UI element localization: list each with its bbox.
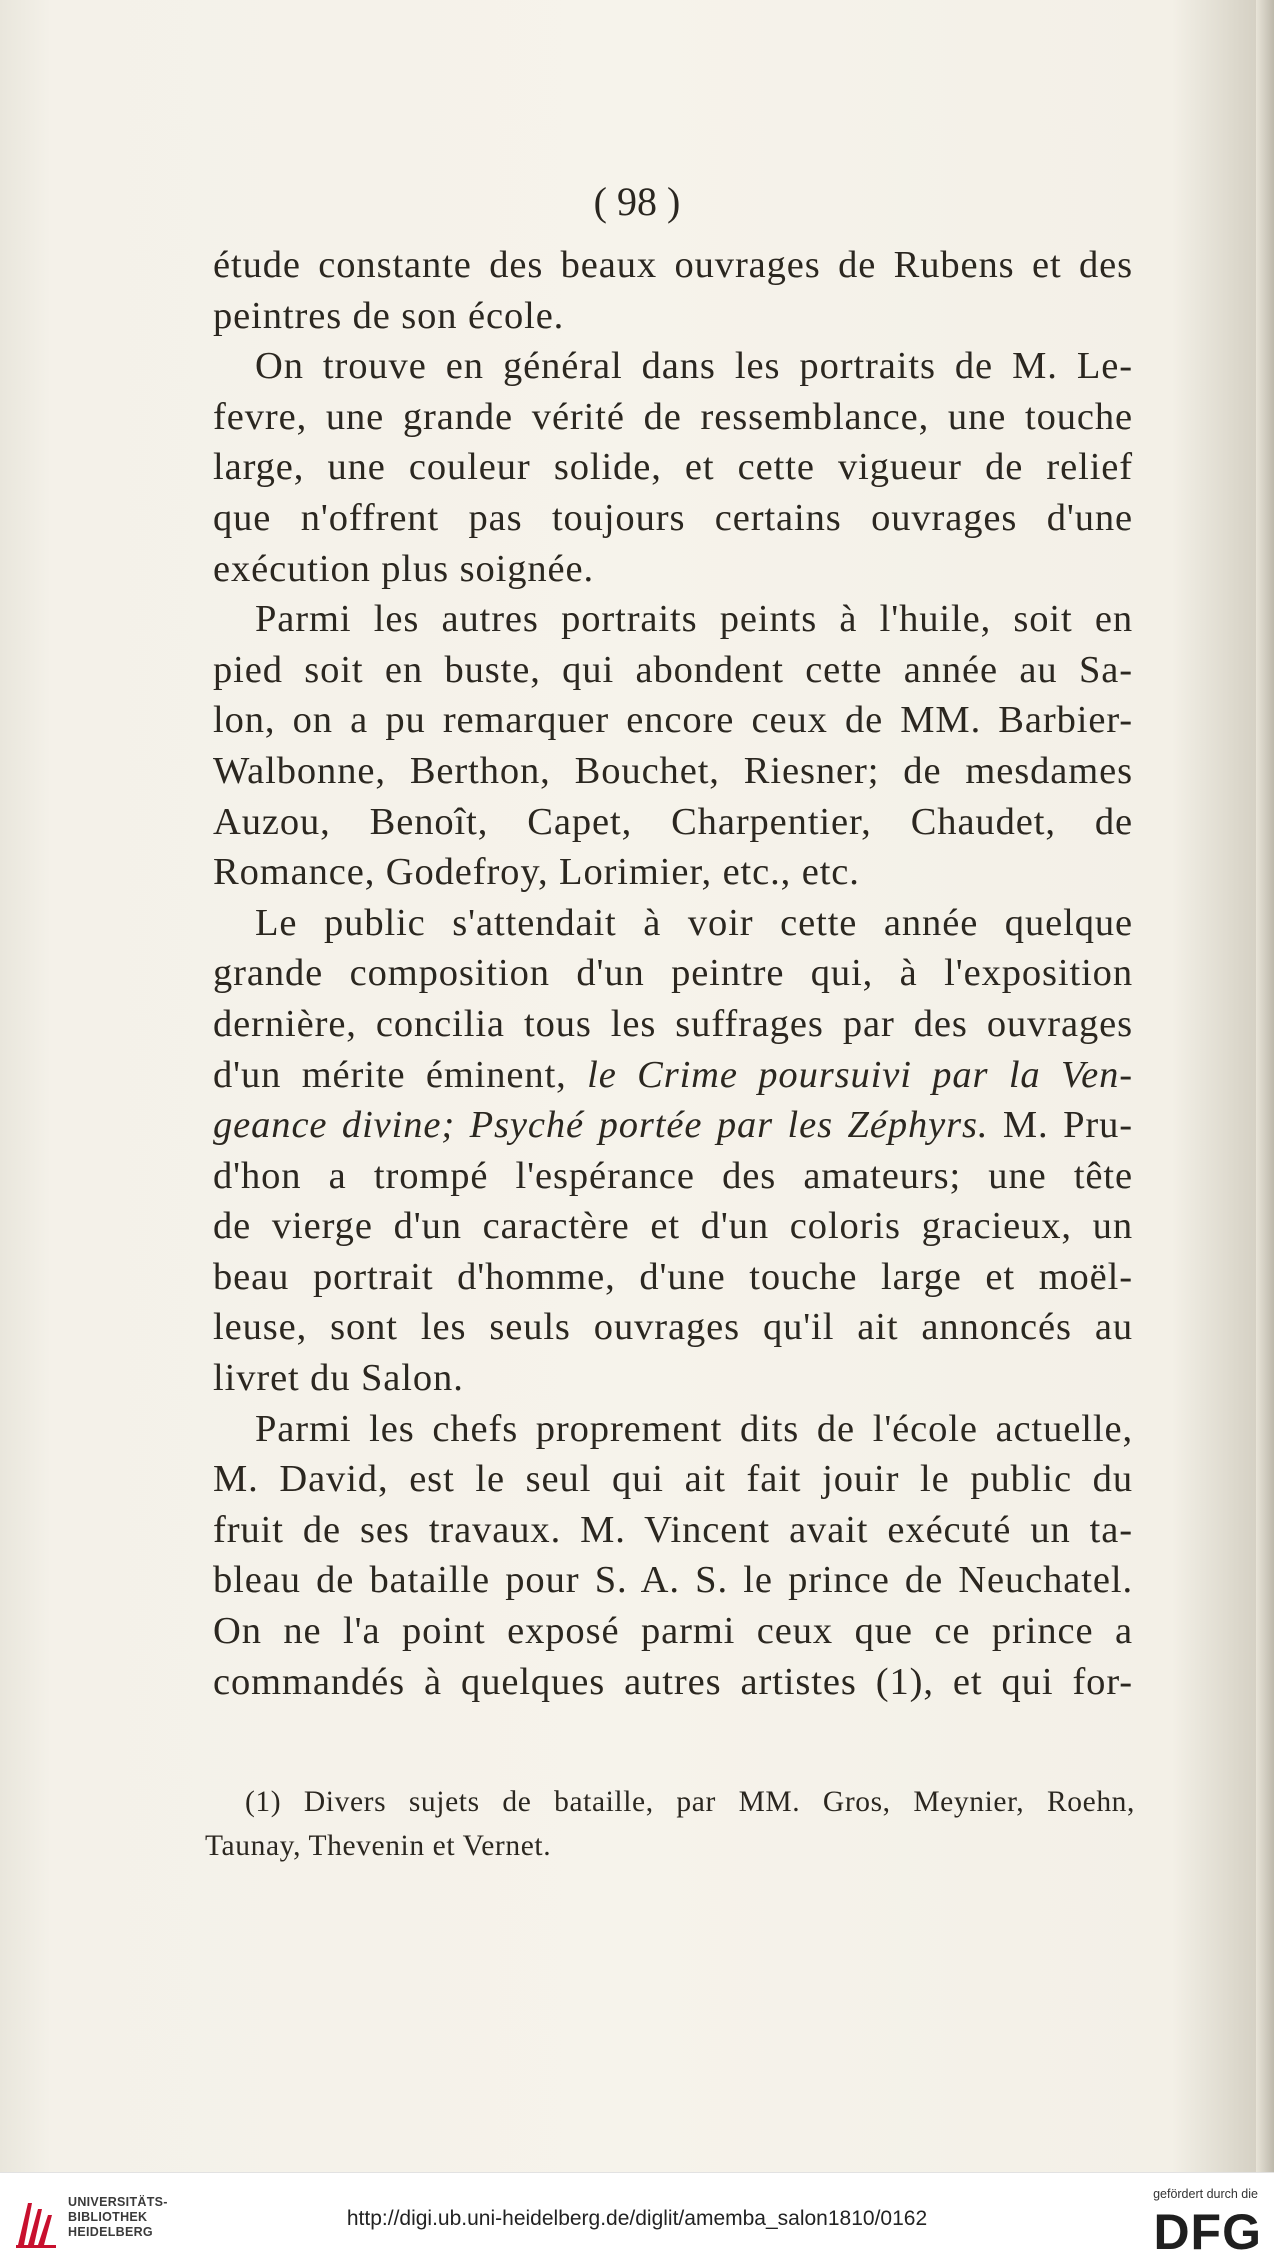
text-line: Parmi les autres portraits peints à l'huile, soit en <box>255 598 1133 641</box>
text-line: peintres de son école. <box>213 294 565 337</box>
text-line: commandés à quelques autres artistes (1), et qui for- <box>213 1660 1133 1703</box>
text-line: pied soit en buste, qui abondent cette année au Sa- <box>213 648 1133 691</box>
page-edge-shadow <box>1256 0 1274 2172</box>
text-line: On trouve en général dans les portraits de M. Le- <box>255 345 1133 388</box>
text-line: livret du Salon. <box>213 1357 464 1400</box>
text-line: de vierge d'un caractère et d'un coloris gracieux, un <box>213 1205 1133 1248</box>
text-line: d'hon a trompé l'espérance des amateurs; une tête <box>213 1154 1133 1197</box>
funding-caption: gefördert durch die <box>1153 2187 1258 2201</box>
text-line: fevre, une grande vérité de ressemblance, une touche <box>213 395 1133 438</box>
text-line: On ne l'a point exposé parmi ceux que ce prince a <box>213 1610 1133 1653</box>
text-line: que n'offrent pas toujours certains ouvrages d'une <box>213 496 1133 539</box>
text-line: Le public s'attendait à voir cette année quelque <box>255 901 1133 944</box>
body-text <box>213 240 1133 1707</box>
text-line: leuse, sont les seuls ouvrages qu'il ait annoncés au <box>213 1306 1133 1349</box>
text-line: Romance, Godefroy, Lorimier, etc., etc. <box>213 851 860 894</box>
artwork-title: le Crime poursuivi par la Ven- <box>587 1053 1134 1096</box>
text-line: bleau de bataille pour S. A. S. le prince de Neuchatel. <box>213 1559 1133 1602</box>
text-line: fruit de ses travaux. M. Vincent avait exécuté un ta- <box>213 1508 1133 1551</box>
text-line: lon, on a pu remarquer encore ceux de MM. Barbier- <box>213 699 1133 742</box>
text-line: étude constante des beaux ouvrages de Rubens et des <box>213 244 1133 286</box>
text-segment: d'un mérite éminent, <box>213 1053 567 1096</box>
text-line: Walbonne, Berthon, Bouchet, Riesner; de mesdames <box>213 749 1133 792</box>
footnote-line: (1) Divers sujets de bataille, par MM. Gros, Meynier, Roehn, <box>245 1786 1135 1818</box>
footnote-line: Taunay, Thevenin et Vernet. <box>205 1830 552 1862</box>
text-segment: M. Pru- <box>1002 1104 1133 1147</box>
text-line-with-title <box>213 1100 1133 1151</box>
permalink-url[interactable]: http://digi.ub.uni-heidelberg.de/diglit/amemba_salon1810/0162 <box>346 2207 928 2230</box>
university-library-name: UNIVERSITÄTS- BIBLIOTHEK HEIDELBERG <box>68 2195 168 2239</box>
dfg-logo: DFG <box>1153 2204 1262 2260</box>
text-line: beau portrait d'homme, d'une touche large et moël- <box>213 1255 1133 1298</box>
footnote <box>205 1780 1135 1868</box>
text-line-with-title <box>213 1050 1133 1101</box>
text-line: M. David, est le seul qui ait fait jouir le public du <box>213 1458 1133 1501</box>
text-line: Auzou, Benoît, Capet, Charpentier, Chaudet, de <box>213 800 1133 843</box>
text-line: large, une couleur solide, et cette vigueur de relief <box>213 446 1133 489</box>
text-line: dernière, concilia tous les suffrages par des ouvrages <box>213 1002 1133 1045</box>
text-line: grande composition d'un peintre qui, à l'exposition <box>213 952 1133 995</box>
page-number: ( 98 ) <box>593 179 681 224</box>
viewer-footer <box>0 2172 1274 2266</box>
text-line: Parmi les chefs proprement dits de l'école actuelle, <box>255 1407 1133 1450</box>
artwork-title: geance divine; Psyché portée par les Zéphyrs. <box>213 1104 989 1147</box>
text-line: exécution plus soignée. <box>213 547 595 590</box>
